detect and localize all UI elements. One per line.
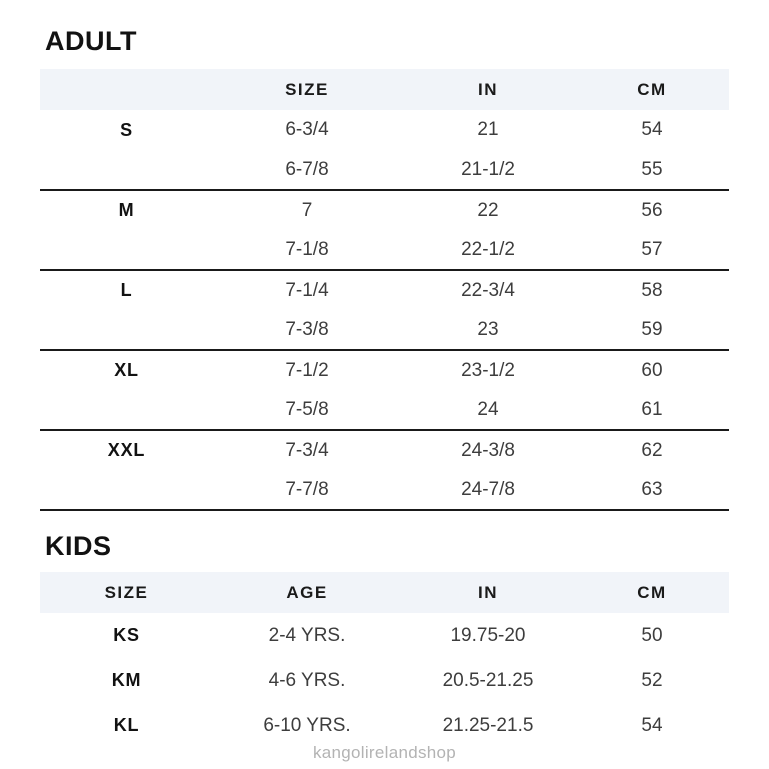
kids-col-header-cm: CM xyxy=(575,572,729,613)
cm-cell: 61 xyxy=(575,390,729,430)
cm-cell: 63 xyxy=(575,470,729,510)
kids-table-body xyxy=(40,613,729,748)
hat-size-cell: 7-3/4 xyxy=(285,439,329,461)
size-group-label: S xyxy=(120,119,133,140)
cm-cell: 59 xyxy=(575,310,729,350)
hat-size-cell: 7-5/8 xyxy=(213,390,401,430)
cm-cell: 58 xyxy=(641,279,663,301)
cm-cell: 54 xyxy=(641,119,663,140)
size-group-label: KL xyxy=(113,715,140,735)
inches-cell: 21-1/2 xyxy=(401,150,575,190)
size-group-label: L xyxy=(120,280,133,300)
hat-size-cell: 7-7/8 xyxy=(213,470,401,510)
adult-table-row xyxy=(40,230,729,270)
adult-table-row xyxy=(40,310,729,350)
cm-cell: 55 xyxy=(575,150,729,190)
kids-table-row xyxy=(40,658,729,703)
inches-cell: 24 xyxy=(401,390,575,430)
kids-header-row xyxy=(40,572,729,613)
cm-cell: 56 xyxy=(641,199,663,221)
size-group-label xyxy=(40,390,213,430)
hat-size-cell: 6-7/8 xyxy=(213,150,401,190)
inches-cell: 23-1/2 xyxy=(461,359,515,381)
size-group-label xyxy=(40,470,213,510)
inches-cell: 24-7/8 xyxy=(401,470,575,510)
inches-cell: 22-3/4 xyxy=(461,279,515,301)
cm-cell: 60 xyxy=(641,359,663,381)
kids-col-header-age: AGE xyxy=(213,572,401,613)
inches-cell: 21 xyxy=(477,119,499,140)
cm-cell: 54 xyxy=(641,714,663,736)
adult-table-row xyxy=(40,270,729,310)
size-group-label: XL xyxy=(114,360,139,380)
cm-cell: 57 xyxy=(575,230,729,270)
age-cell: 2-4 YRS. xyxy=(268,624,346,646)
inches-cell: 20.5-21.25 xyxy=(442,669,534,691)
adult-table-row xyxy=(40,350,729,390)
cm-cell: 62 xyxy=(641,439,663,461)
adult-section-heading: ADULT xyxy=(45,26,137,56)
hat-size-cell: 7-1/4 xyxy=(285,279,329,301)
size-group-label: M xyxy=(118,200,135,220)
adult-table-row xyxy=(40,150,729,190)
kids-table-row xyxy=(40,613,729,658)
adult-table-row xyxy=(40,110,729,150)
size-group-label: KM xyxy=(111,670,142,690)
hat-size-cell: 7-1/8 xyxy=(213,230,401,270)
cm-cell: 52 xyxy=(641,669,663,691)
inches-cell: 22-1/2 xyxy=(401,230,575,270)
inches-cell: 21.25-21.5 xyxy=(442,714,534,736)
hat-size-cell: 7 xyxy=(301,199,313,221)
kids-section-heading: KIDS xyxy=(45,531,112,561)
adult-header-row xyxy=(40,69,729,110)
hat-size-cell: 7-3/8 xyxy=(213,310,401,350)
size-group-label xyxy=(40,230,213,270)
age-cell: 6-10 YRS. xyxy=(263,714,351,736)
adult-col-header-blank xyxy=(40,69,213,110)
adult-table-body xyxy=(40,110,729,510)
inches-cell: 22 xyxy=(477,199,499,221)
size-group-label xyxy=(40,310,213,350)
inches-cell: 23 xyxy=(401,310,575,350)
adult-table-row xyxy=(40,470,729,510)
adult-table-row xyxy=(40,430,729,470)
kids-table-row xyxy=(40,703,729,748)
inches-cell: 24-3/8 xyxy=(461,439,515,461)
inches-cell: 19.75-20 xyxy=(450,624,526,646)
kids-col-header-size: SIZE xyxy=(40,572,213,613)
adult-col-header-in: IN xyxy=(401,69,575,110)
adult-size-table xyxy=(40,69,729,511)
cm-cell: 50 xyxy=(641,624,663,646)
size-group-label xyxy=(40,150,213,190)
size-group-label: XXL xyxy=(107,440,146,460)
hat-size-cell: 6-3/4 xyxy=(285,119,329,140)
hat-size-cell: 7-1/2 xyxy=(285,359,329,381)
shop-watermark: kangolirelandshop xyxy=(312,743,457,762)
size-group-label: KS xyxy=(113,625,140,645)
adult-col-header-cm: CM xyxy=(575,69,729,110)
kids-size-table xyxy=(40,572,729,748)
adult-col-header-size: SIZE xyxy=(213,69,401,110)
age-cell: 4-6 YRS. xyxy=(268,669,346,691)
kids-col-header-in: IN xyxy=(401,572,575,613)
adult-table-row xyxy=(40,190,729,230)
adult-table-row xyxy=(40,390,729,430)
